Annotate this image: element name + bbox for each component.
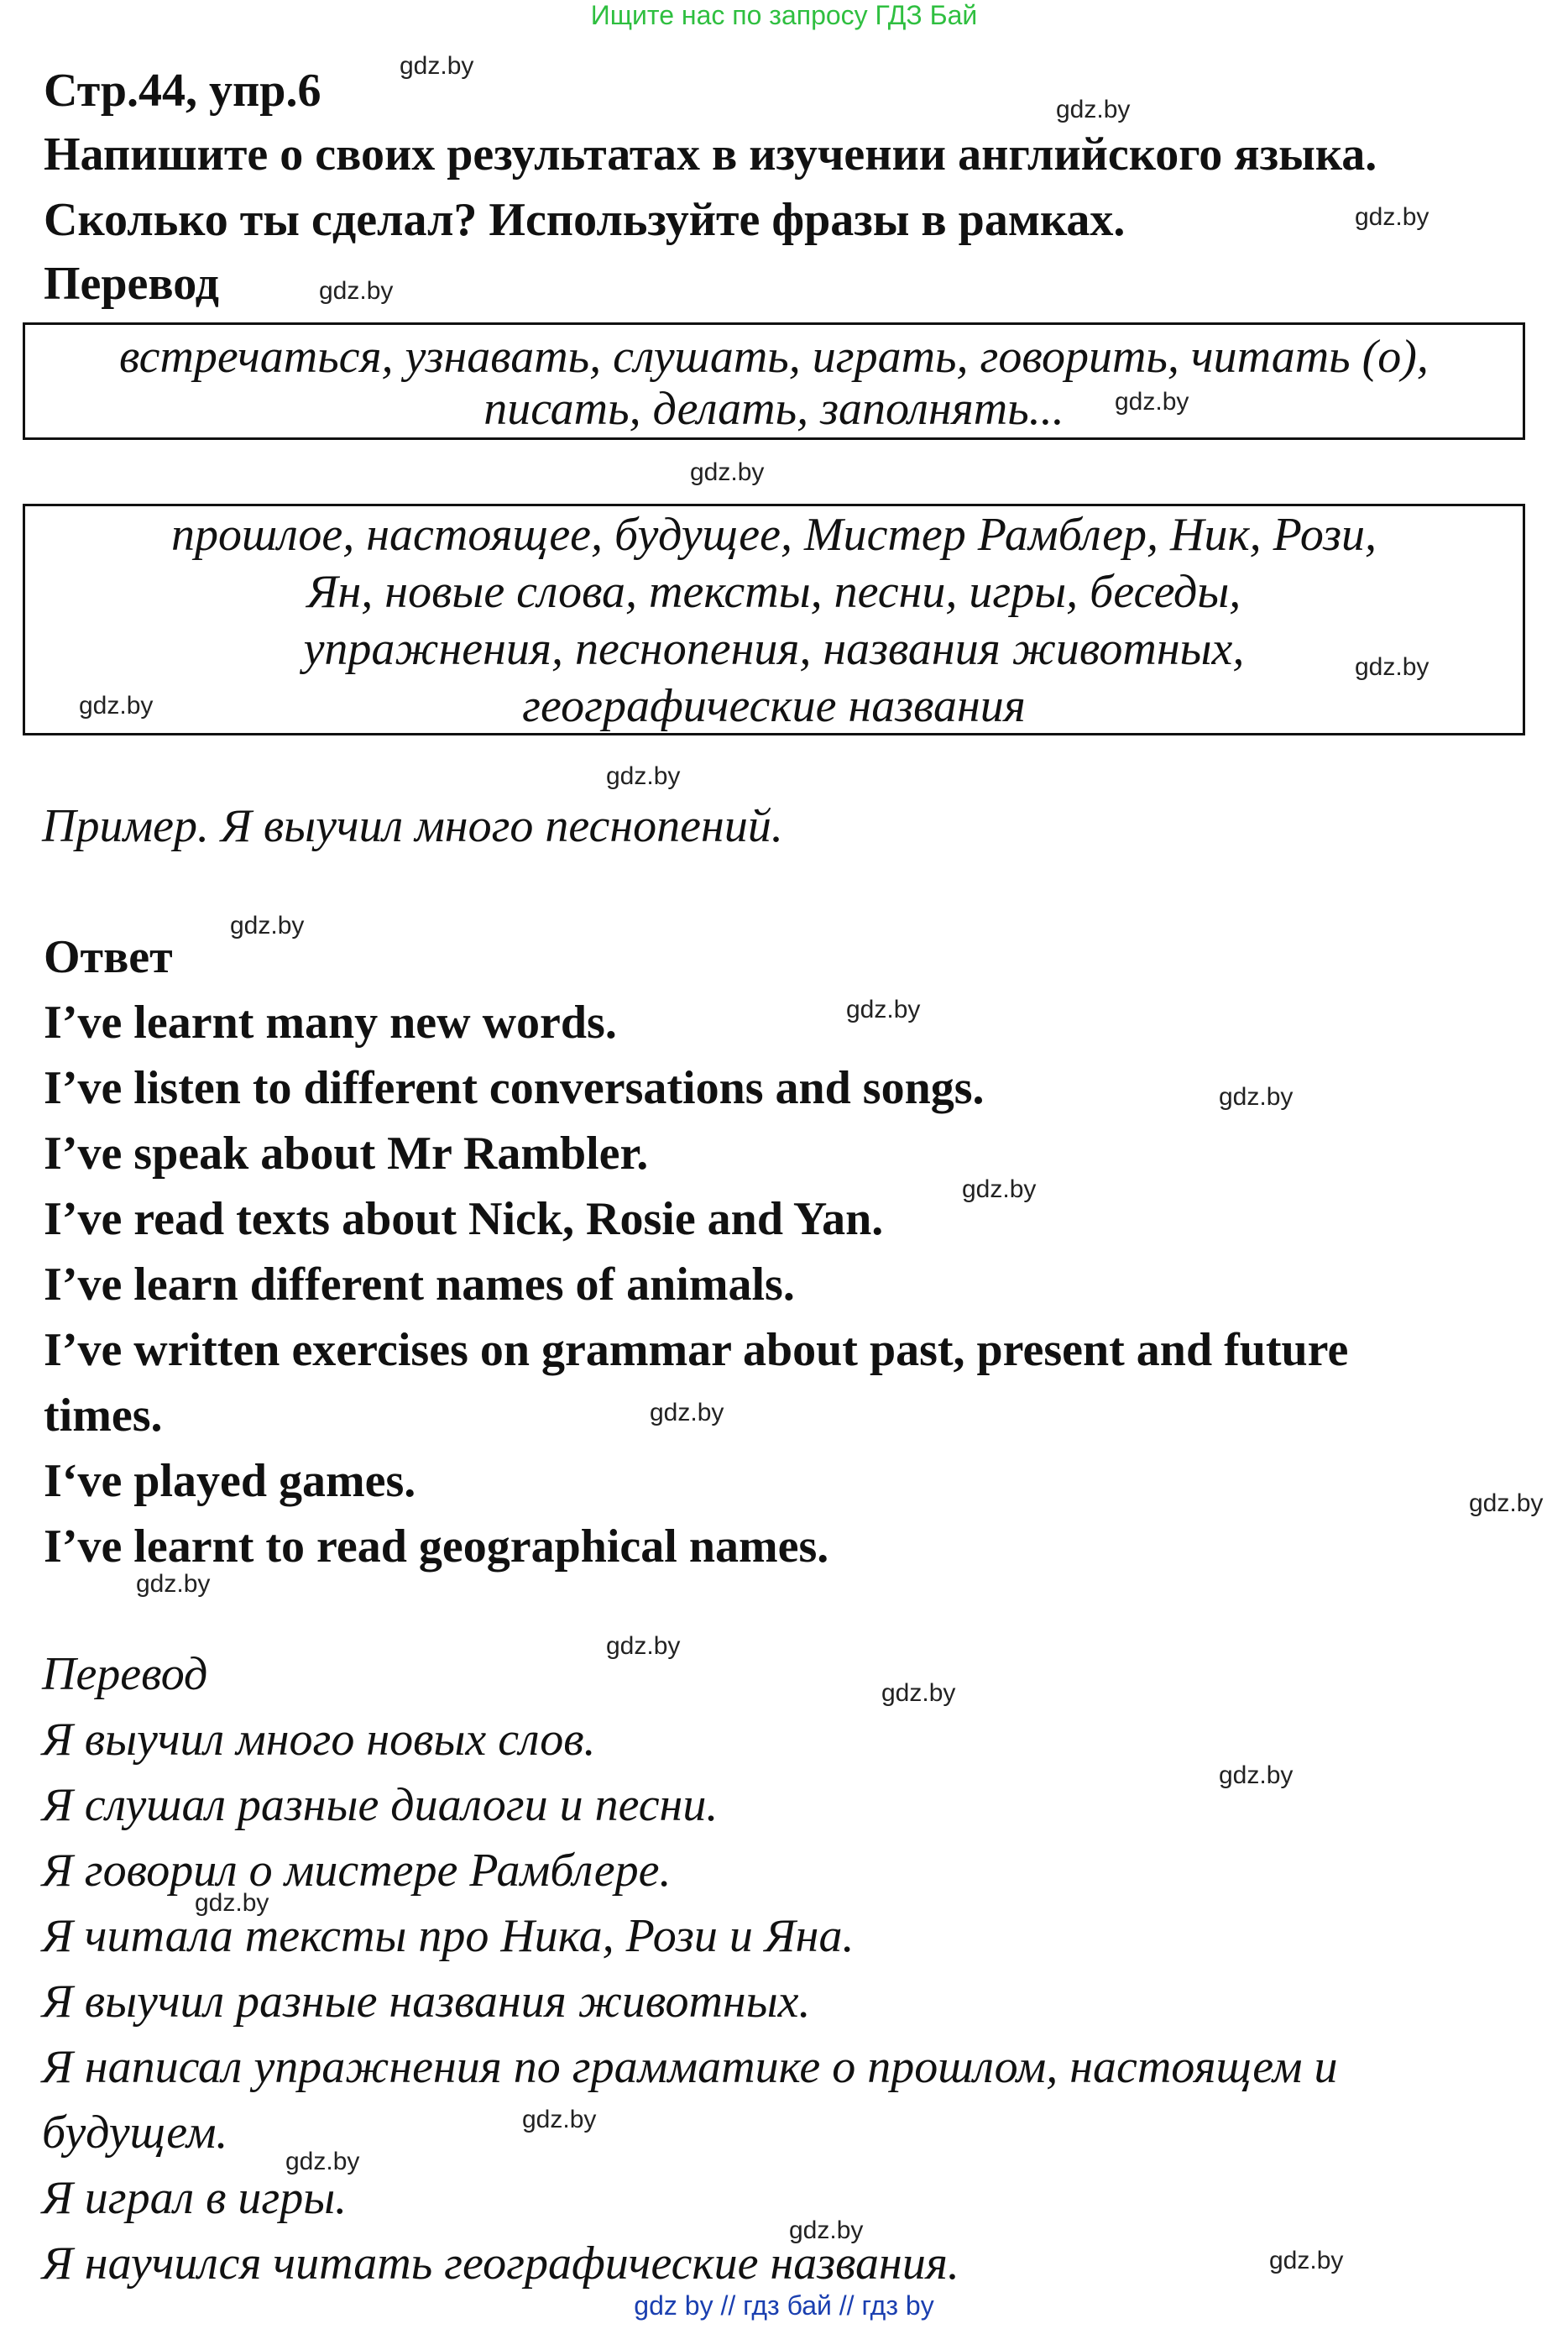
watermark: gdz.by <box>230 912 305 939</box>
watermark: gdz.by <box>79 692 154 720</box>
watermark: gdz.by <box>1469 1489 1544 1517</box>
answer-line: I’ve read texts about Nick, Rosie and Yan. <box>44 1193 884 1245</box>
translation-line: Я играл в игры. <box>42 2172 348 2224</box>
translation-line: будущем. <box>42 2107 228 2159</box>
watermark: gdz.by <box>1355 203 1429 231</box>
watermark: gdz.by <box>400 52 474 80</box>
verbs-box-line: писать, делать, заполнять... <box>483 383 1064 435</box>
top-banner: Ищите нас по запросу ГДЗ Бай <box>590 0 978 30</box>
watermark: gdz.by <box>606 762 681 790</box>
watermark: gdz.by <box>1355 653 1429 681</box>
watermark: gdz.by <box>1115 388 1189 416</box>
answer-line: I’ve learn different names of animals. <box>44 1259 795 1311</box>
verbs-box-line: встречаться, узнавать, слушать, играть, говорить, читать (о), <box>119 331 1429 383</box>
nouns-box-line: упражнения, песнопения, названия животных, <box>303 623 1245 675</box>
watermark: gdz.by <box>846 996 921 1023</box>
watermark: gdz.by <box>285 2148 360 2175</box>
translation-line: Я научился читать географические названия. <box>42 2237 959 2290</box>
watermark: gdz.by <box>522 2106 597 2133</box>
watermark: gdz.by <box>1219 1083 1294 1111</box>
watermark: gdz.by <box>136 1570 211 1598</box>
translation-line: Я написал упражнения по грамматике о прошлом, настоящем и <box>42 2041 1338 2093</box>
translation-line: Я читала тексты про Ника, Рози и Яна. <box>42 1910 855 1962</box>
watermark: gdz.by <box>606 1632 681 1660</box>
nouns-box <box>23 504 1525 735</box>
watermark: gdz.by <box>789 2216 864 2244</box>
watermark: gdz.by <box>1056 96 1131 123</box>
answer-line: I’ve written exercises on grammar about past, present and future <box>44 1324 1349 1376</box>
translation-line: Я выучил разные названия животных. <box>42 1976 811 2028</box>
watermark: gdz.by <box>1219 1761 1294 1789</box>
answer-heading: Ответ <box>44 931 173 983</box>
answer-line: I’ve listen to different conversations and songs. <box>44 1062 985 1114</box>
watermark: gdz.by <box>690 458 765 486</box>
watermark: gdz.by <box>650 1399 724 1426</box>
nouns-box-line: прошлое, настоящее, будущее, Мистер Рамблер, Ник, Рози, <box>171 509 1377 561</box>
verbs-box <box>23 322 1525 440</box>
watermark: gdz.by <box>881 1679 956 1707</box>
page-title: Стр.44, упр.6 <box>44 65 321 117</box>
watermark: gdz.by <box>319 277 394 305</box>
translation-line: Я выучил много новых слов. <box>42 1714 596 1766</box>
watermark: gdz.by <box>962 1175 1037 1203</box>
nouns-box-line: географические названия <box>522 680 1026 732</box>
example-line: Пример. Я выучил много песнопений. <box>42 800 783 852</box>
footer-links: gdz by // гдз бай // гдз by <box>634 2290 934 2321</box>
answer-line: I’ve learnt many new words. <box>44 997 617 1049</box>
watermark: gdz.by <box>1269 2247 1344 2274</box>
translation-heading: Перевод <box>44 258 219 310</box>
answer-line: I’ve learnt to read geographical names. <box>44 1520 829 1573</box>
task-line-2: Сколько ты сделал? Используйте фразы в рамках. <box>44 194 1126 246</box>
answer-line: I‘ve played games. <box>44 1455 416 1507</box>
translation-line: Я слушал разные диалоги и песни. <box>42 1779 719 1831</box>
task-line-1: Напишите о своих результатах в изучении английского языка. <box>44 128 1377 181</box>
nouns-box-line: Ян, новые слова, тексты, песни, игры, беседы, <box>306 566 1241 618</box>
answer-line: I’ve speak about Mr Rambler. <box>44 1128 649 1180</box>
translation-heading-2: Перевод <box>42 1648 208 1700</box>
translation-line: Я говорил о мистере Рамблере. <box>42 1845 672 1897</box>
watermark: gdz.by <box>195 1889 269 1917</box>
answer-line: times. <box>44 1390 163 1442</box>
